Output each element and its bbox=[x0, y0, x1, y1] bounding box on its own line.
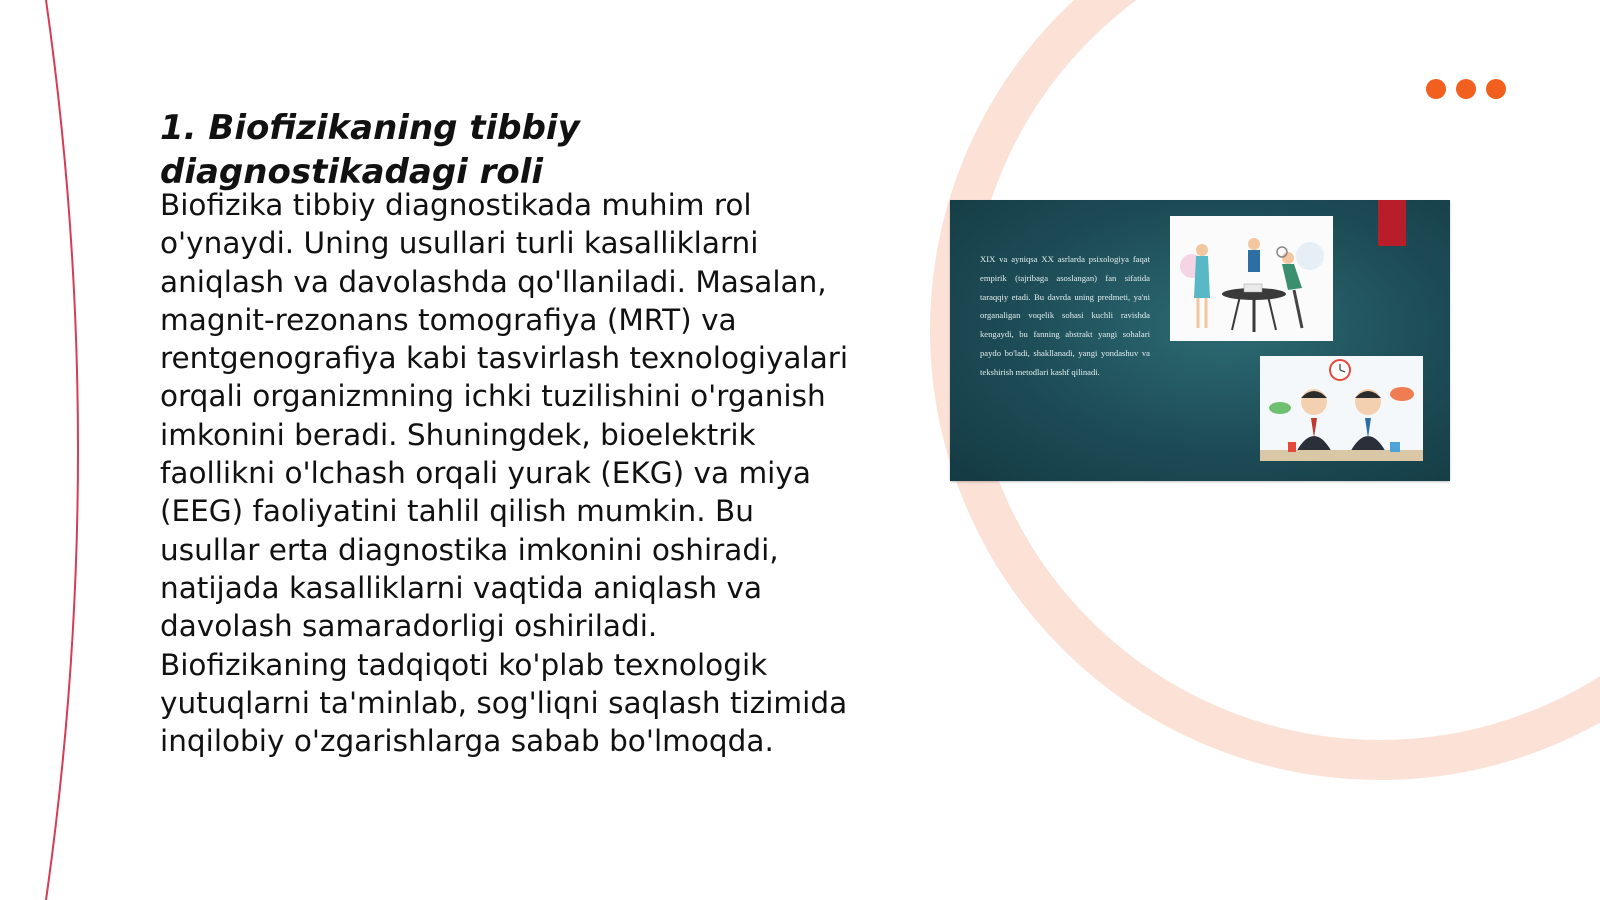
slide-body-text: Biofizika tibbiy diagnostikada muhim rol o'ynaydi. Uning usullari turli kasalliklarni aniqlash va davolashda qo'llaniladi. Masalan, magnit-rezonans tomografiya (MRT) va rentgenografiya kabi tasvirlash texnologiyalari orqali organizmning ichki tuzilishini o'rganish imkonini beradi. Shuningdek, bioelektrik faollikni o'lchash orqali yurak (EKG) va miya (EEG) faoliyatini tahlil qilish mumkin. Bu usullar erta diagnostika imkonini oshiradi, natijada kasalliklarni vaqtida aniqlash va davolash samaradorligi oshiriladi. Biofizikaning tadqiqoti ko'plab texnologik yutuqlarni ta'minlab, sog'liqni saqlash tizimida inqilobiy o'zgarishlarga sabab bo'lmoqda. bbox=[160, 188, 849, 759]
bookmark-ribbon bbox=[1378, 200, 1406, 246]
slide-title: 1. Biofizikaning tibbiy diagnostikadagi roli bbox=[160, 108, 580, 192]
meeting-illustration bbox=[1170, 216, 1333, 341]
left-border-line bbox=[46, 0, 78, 900]
dot bbox=[1426, 79, 1446, 99]
business-people-illustration bbox=[1260, 356, 1423, 461]
embedded-slide-text: XIX va ayniqsa XX asrlarda psixologiya faqat empirik (tajribaga asoslangan) fan sifatida taraqqiy etadi. Bu davrda uning predmeti, ya'ni organaligan voqelik sohasi kuchli ravishda kengaydi, bu fanning abstrakt yangi sohalari paydo bo'ladi, shakllanadi, yangi yondashuv va tekshirish metodlari kashf qilinadi. bbox=[980, 254, 1150, 377]
three-dots-icon bbox=[1426, 79, 1506, 99]
dot bbox=[1486, 79, 1506, 99]
embedded-slide-image bbox=[950, 200, 1450, 481]
dot bbox=[1456, 79, 1476, 99]
